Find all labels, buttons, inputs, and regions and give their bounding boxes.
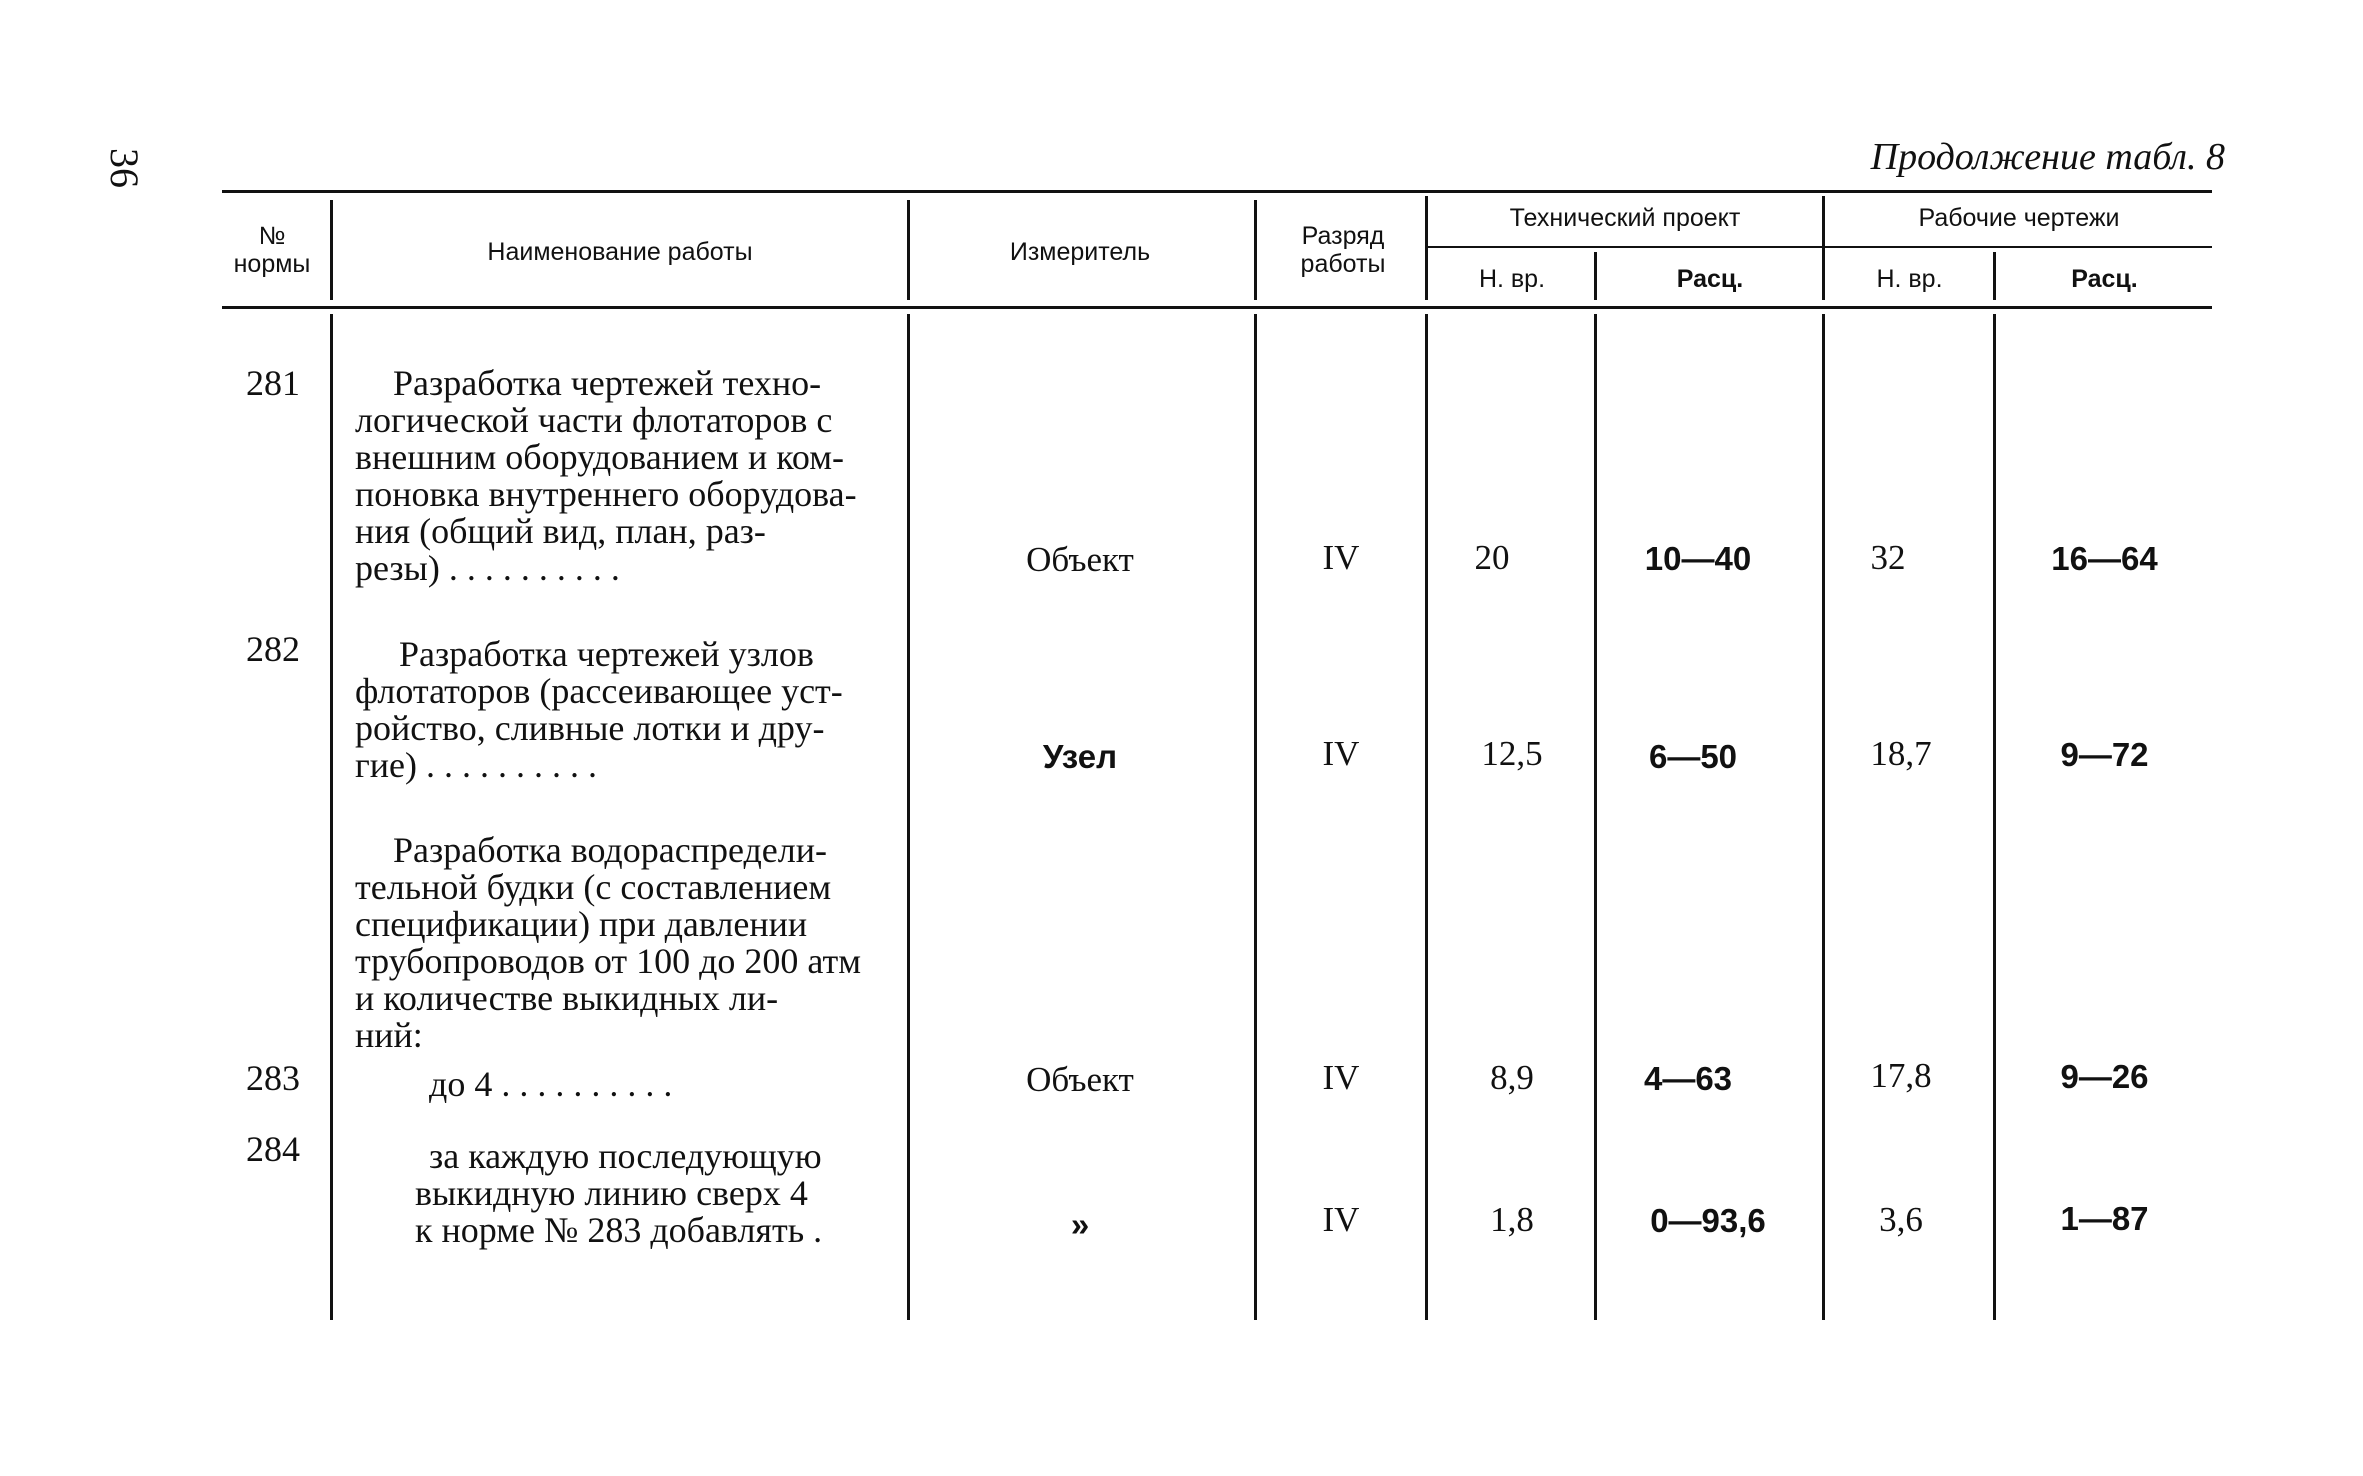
row-281-name-line: ния (общий вид, план, раз- bbox=[355, 511, 766, 551]
group-name-line: Разработка водораспредели- bbox=[393, 830, 827, 870]
row-283-number: 283 bbox=[246, 1058, 300, 1098]
row-281-name-line: логической части флотаторов с bbox=[355, 400, 833, 440]
header-unit: Измеритель bbox=[1009, 238, 1151, 266]
header-work-hours: Н. вр. bbox=[1876, 265, 1943, 293]
col-divider-1 bbox=[330, 200, 333, 300]
row-282-tech-rate: 6—50 bbox=[1648, 738, 1738, 775]
row-282-grade: IV bbox=[1322, 734, 1360, 773]
row-281-work-hours: 32 bbox=[1870, 538, 1906, 577]
row-283-work-hours: 17,8 bbox=[1870, 1056, 1932, 1095]
row-282-name-line: гие) . . . . . . . . . . bbox=[355, 745, 597, 785]
row-281-name bbox=[355, 365, 895, 587]
row-283-grade: IV bbox=[1322, 1058, 1360, 1097]
row-284-tech-rate: 0—93,6 bbox=[1650, 1202, 1766, 1239]
row-284-name-line: за каждую последующую bbox=[429, 1136, 822, 1176]
group-name-line: спецификации) при давлении bbox=[355, 904, 808, 944]
row-281-number: 281 bbox=[246, 363, 300, 403]
row-281-grade: IV bbox=[1322, 538, 1360, 577]
header-work-rate: Расц. bbox=[2071, 265, 2138, 293]
row-284-number: 284 bbox=[246, 1129, 300, 1169]
col-divider-7 bbox=[1993, 252, 1996, 300]
row-282-work-rate: 9—72 bbox=[2060, 736, 2149, 773]
col-divider-1-body bbox=[330, 314, 333, 1320]
row-282-name bbox=[355, 636, 895, 784]
col-divider-6 bbox=[1822, 196, 1825, 300]
row-282-name-line: флотаторов (рассеивающее уст- bbox=[355, 671, 843, 711]
row-284-name bbox=[415, 1138, 895, 1249]
row-281-name-line: Разработка чертежей техно- bbox=[393, 363, 822, 403]
table-top-rule bbox=[222, 190, 2212, 193]
col-divider-4-body bbox=[1425, 314, 1428, 1320]
row-283-name bbox=[355, 1066, 895, 1103]
row-283-work-rate: 9—26 bbox=[2060, 1058, 2149, 1095]
header-work-name: Наименование работы bbox=[487, 238, 753, 266]
col-divider-6-body bbox=[1822, 314, 1825, 1320]
header-bottom-rule bbox=[222, 306, 2212, 309]
row-282-work-hours: 18,7 bbox=[1870, 734, 1932, 773]
row-284-work-hours: 3,6 bbox=[1879, 1200, 1923, 1239]
row-282-name-line: Разработка чертежей узлов bbox=[399, 634, 814, 674]
row-284-tech-hours: 1,8 bbox=[1490, 1200, 1534, 1239]
page-number: 36 bbox=[102, 148, 147, 188]
row-283-unit: Объект bbox=[1026, 1060, 1134, 1099]
table-continuation-caption: Продолжение табл. 8 bbox=[1870, 136, 2225, 178]
group-name-line: ний: bbox=[355, 1015, 423, 1055]
row-282-tech-hours: 12,5 bbox=[1481, 734, 1543, 773]
header-group-tech-project: Технический проект bbox=[1509, 204, 1741, 232]
header-tech-rate: Расц. bbox=[1676, 265, 1744, 293]
header-norm-number: № нормы bbox=[233, 222, 311, 278]
row-284-work-rate: 1—87 bbox=[2060, 1200, 2149, 1237]
col-divider-5-body bbox=[1594, 314, 1597, 1320]
row-282-name-line: ройство, сливные лотки и дру- bbox=[355, 708, 825, 748]
header-group-working-drawings: Рабочие чертежи bbox=[1918, 204, 2120, 232]
row-283-tech-rate: 4—63 bbox=[1643, 1060, 1733, 1097]
row-281-tech-hours: 20 bbox=[1474, 538, 1510, 577]
row-282-number: 282 bbox=[246, 629, 300, 669]
row-283-tech-hours: 8,9 bbox=[1490, 1058, 1534, 1097]
col-divider-3-body bbox=[1254, 314, 1257, 1320]
row-284-grade: IV bbox=[1322, 1200, 1360, 1239]
header-tech-hours: Н. вр. bbox=[1478, 265, 1546, 293]
group-name-line: тельной будки (с составлением bbox=[355, 867, 832, 907]
row-group-water-distribution-name bbox=[355, 832, 895, 1054]
row-281-work-rate: 16—64 bbox=[2051, 540, 2158, 577]
col-divider-7-body bbox=[1993, 314, 1996, 1320]
row-281-unit: Объект bbox=[1026, 540, 1134, 579]
row-281-name-line: резы) . . . . . . . . . . bbox=[355, 548, 620, 588]
col-divider-3 bbox=[1254, 200, 1257, 300]
row-281-name-line: внешним оборудованием и ком- bbox=[355, 437, 844, 477]
col-divider-2-body bbox=[907, 314, 910, 1320]
header-group-rule bbox=[1428, 246, 2212, 248]
group-name-line: трубопроводов от 100 до 200 атм bbox=[355, 941, 861, 981]
group-name-line: и количестве выкидных ли- bbox=[355, 978, 779, 1018]
row-282-unit: Узел bbox=[1042, 738, 1118, 775]
row-284-name-line: к норме № 283 добавлять . bbox=[415, 1210, 823, 1250]
row-281-tech-rate: 10—40 bbox=[1644, 540, 1752, 577]
row-284-unit: » bbox=[1070, 1206, 1090, 1243]
col-divider-5 bbox=[1594, 252, 1597, 300]
col-divider-4 bbox=[1425, 196, 1428, 300]
row-284-name-line: выкидную линию сверх 4 bbox=[415, 1173, 808, 1213]
row-281-name-line: поновка внутреннего оборудова- bbox=[355, 474, 857, 514]
header-grade: Разряд работы bbox=[1300, 222, 1386, 278]
row-283-name-line: до 4 . . . . . . . . . . bbox=[429, 1064, 673, 1104]
